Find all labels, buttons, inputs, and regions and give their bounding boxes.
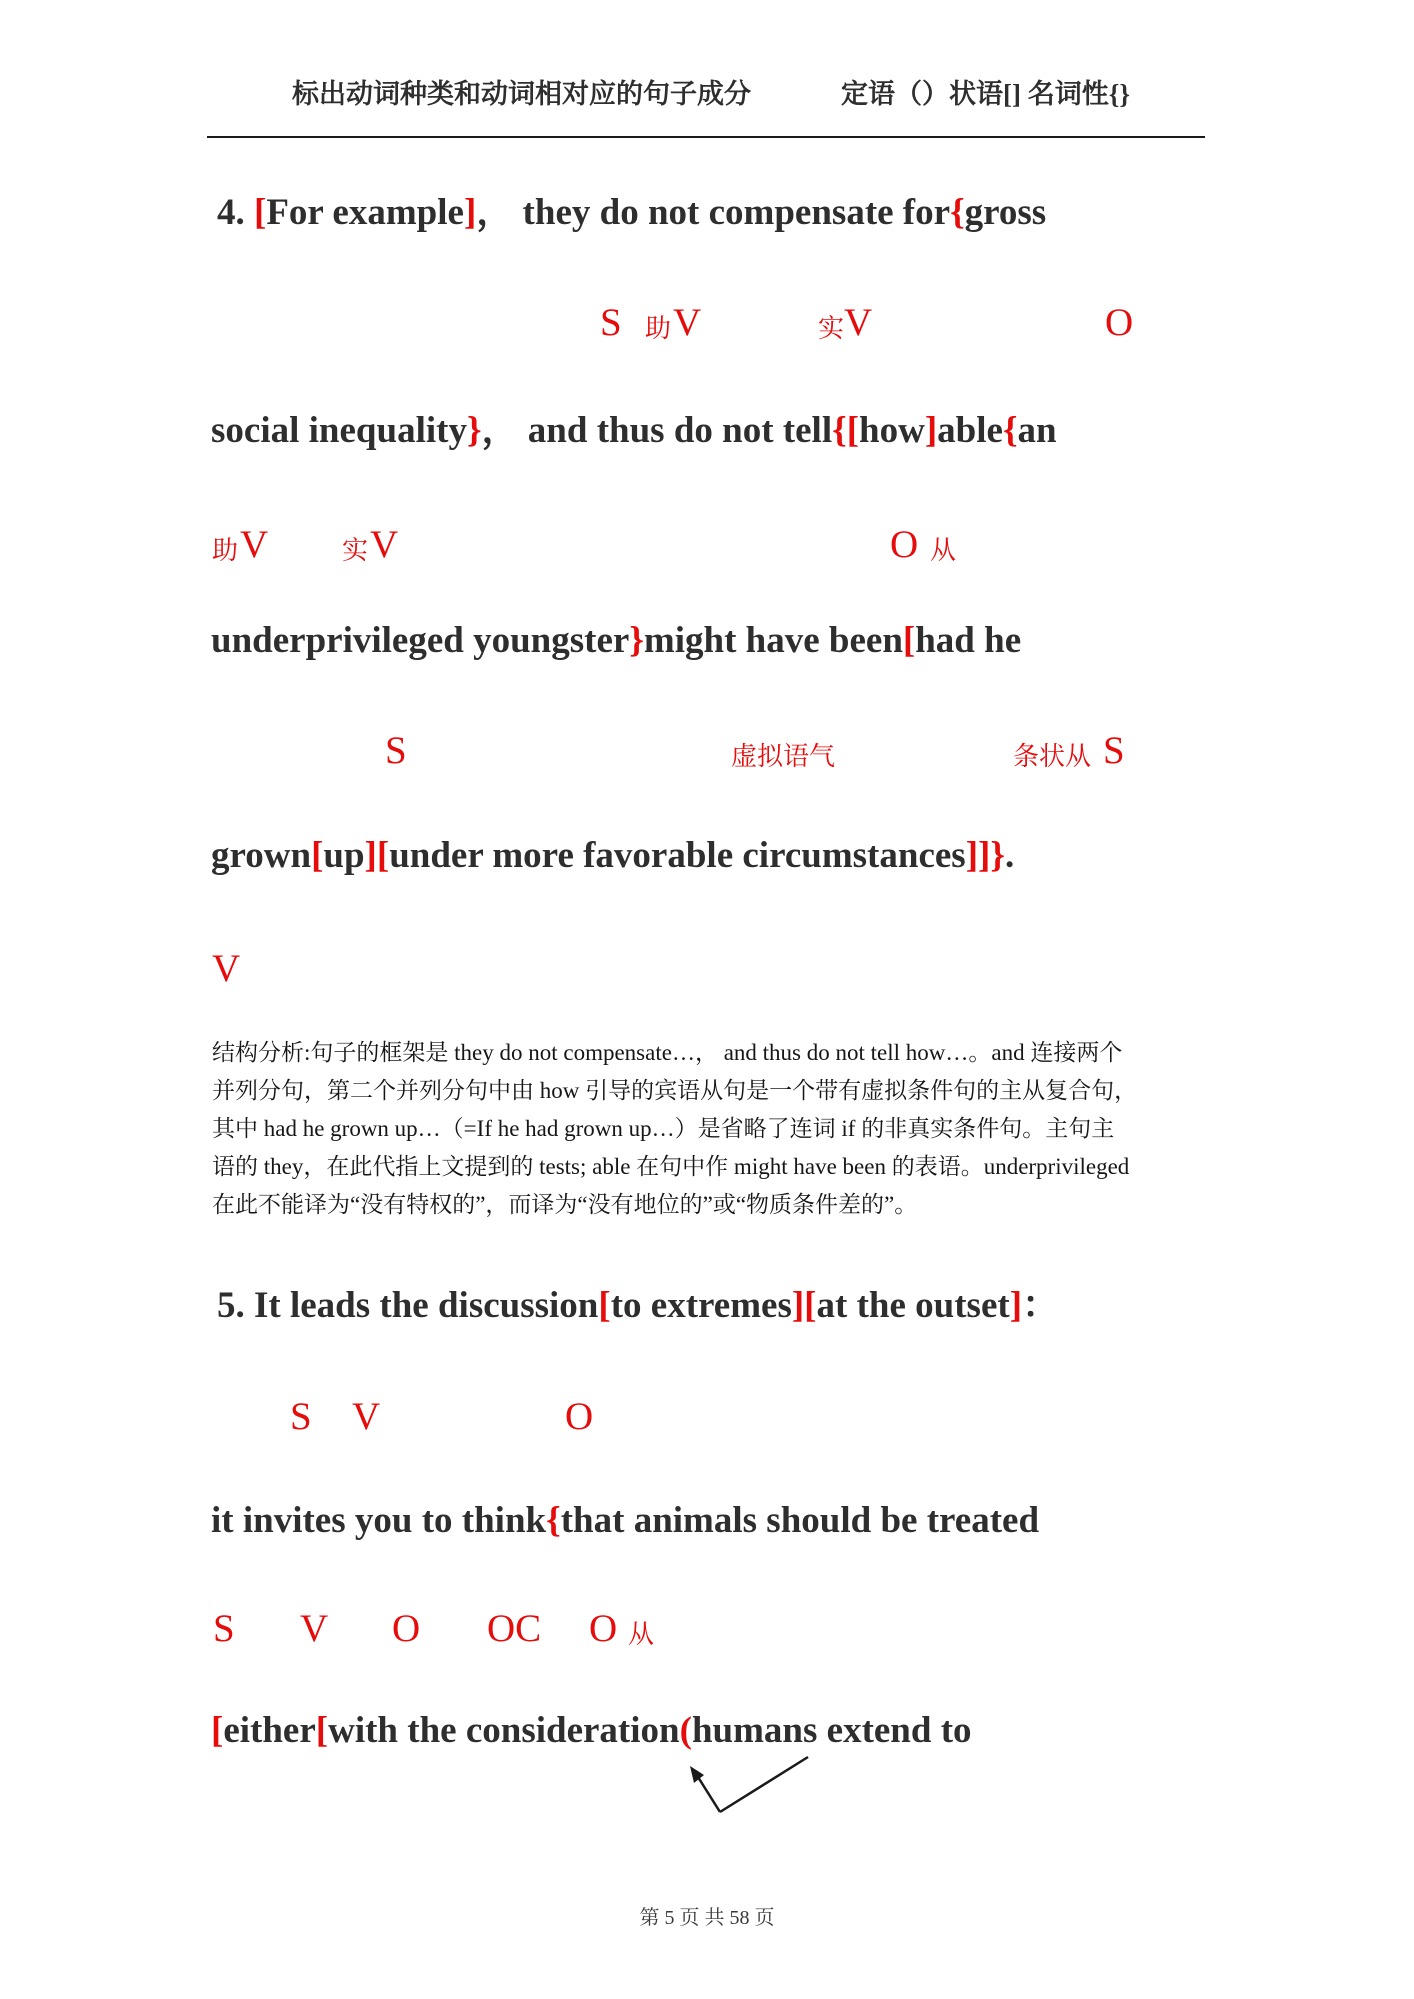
grammar-bracket: ]]} — [965, 835, 1005, 876]
grammar-bracket: [ — [598, 1285, 611, 1326]
analysis-line: 在此不能译为“没有特权的”，而译为“没有地位的”或“物质条件差的”。 — [212, 1192, 918, 1217]
text-segment: that animals should be treated — [560, 1500, 1040, 1541]
analysis-line: 语的 they，在此代指上文提到的 tests; able 在句中作 might have been 的表语。underprivileged — [212, 1154, 1130, 1179]
sentence-5-line-2 — [211, 1498, 1039, 1544]
hand-drawn-arrow — [648, 1748, 828, 1826]
structure-analysis-paragraph — [212, 1034, 1222, 1224]
grammar-tag: V — [844, 301, 873, 344]
grammar-bracket: [ — [254, 192, 267, 233]
text-segment: gross — [964, 192, 1047, 233]
header-instruction: 标出动词种类和动词相对应的句子成分 — [292, 79, 751, 109]
grammar-tag: O — [890, 523, 919, 566]
text-segment: social inequality — [211, 410, 467, 451]
grammar-bracket: [ — [315, 1710, 329, 1751]
text-segment: 5. It leads the discussion — [217, 1285, 599, 1326]
grammar-bracket: ] — [463, 192, 477, 233]
sentence-5-line-3 — [211, 1708, 972, 1754]
text-segment: had he — [915, 620, 1022, 661]
sentence-4-line-3 — [211, 618, 1021, 664]
annotation-row-4-3 — [0, 720, 1414, 772]
grammar-bracket: ][ — [791, 1285, 817, 1326]
grammar-tag: S — [290, 1395, 312, 1438]
page-number-footer: 第 5 页 共 58 页 — [639, 1907, 775, 1929]
text-segment: an — [1017, 410, 1057, 451]
grammar-bracket: } — [466, 410, 482, 451]
grammar-bracket: ( — [679, 1710, 692, 1751]
annotation-row-4-4 — [0, 938, 1414, 990]
sentence-4-line-1 — [217, 190, 1046, 236]
annotation-row-4-1 — [0, 292, 1414, 344]
analysis-line: 其中 had he grown up…（=If he had grown up…）是省略了连词 if 的非真实条件句。主句主 — [212, 1116, 1115, 1141]
text-segment: ： — [1022, 1285, 1060, 1326]
grammar-tag: O — [1105, 301, 1134, 344]
grammar-tag: S — [600, 301, 622, 344]
grammar-bracket: { — [546, 1500, 561, 1541]
text-segment: For example — [266, 192, 464, 233]
text-segment: ， and thus do not tell — [481, 410, 833, 451]
grammar-tag: O — [565, 1395, 594, 1438]
grammar-tag: 从 — [930, 536, 957, 565]
text-segment: might have been — [643, 620, 903, 661]
text-segment: either — [223, 1710, 316, 1751]
analysis-line: 结构分析:句子的框架是 they do not compensate…， and thus do not tell how…。and 连接两个 — [212, 1040, 1123, 1065]
annotation-row-5-2 — [0, 1598, 1414, 1650]
text-segment: it invites you to think — [211, 1500, 547, 1541]
grammar-bracket: } — [629, 620, 644, 661]
grammar-bracket: [ — [211, 1710, 224, 1751]
header-legend: 定语（）状语[] 名词性{} — [841, 79, 1131, 109]
grammar-tag: 助 — [212, 536, 239, 565]
text-segment: ， they do not compensate for — [476, 192, 951, 233]
text-segment: . — [1004, 835, 1015, 876]
grammar-bracket: { — [950, 192, 965, 233]
text-segment: humans extend to — [691, 1710, 972, 1751]
text-segment: underprivileged youngster — [211, 620, 630, 661]
grammar-tag: 实 — [342, 536, 369, 565]
grammar-bracket: { — [1002, 410, 1018, 451]
grammar-bracket: [ — [311, 835, 324, 876]
header-rule — [207, 136, 1205, 138]
sentence-5-line-1 — [217, 1283, 1059, 1329]
grammar-bracket: {[ — [832, 410, 860, 451]
grammar-tag: S — [213, 1607, 235, 1650]
text-segment: able — [937, 410, 1003, 451]
sentence-4-line-4 — [211, 833, 1014, 879]
grammar-bracket: ] — [924, 410, 938, 451]
grammar-tag: 虚拟语气 — [731, 742, 836, 771]
text-segment: under more favorable circumstances — [389, 835, 966, 876]
grammar-tag: V — [673, 301, 702, 344]
text-segment: to extremes — [610, 1285, 792, 1326]
grammar-tag: S — [1103, 729, 1125, 772]
grammar-tag: OC — [487, 1607, 542, 1650]
grammar-tag: 助 — [645, 314, 672, 343]
annotation-row-4-2 — [0, 514, 1414, 566]
grammar-bracket: ] — [1009, 1285, 1023, 1326]
grammar-tag: 实 — [818, 314, 845, 343]
grammar-tag: S — [385, 729, 407, 772]
text-segment: at the outset — [816, 1285, 1010, 1326]
text-segment: grown — [211, 835, 312, 876]
text-segment: with the consideration — [328, 1710, 680, 1751]
grammar-tag: V — [352, 1395, 381, 1438]
grammar-tag: O — [392, 1607, 421, 1650]
grammar-bracket: [ — [902, 620, 916, 661]
grammar-tag: V — [370, 523, 399, 566]
text-segment: up — [323, 835, 365, 876]
grammar-bracket: ][ — [364, 835, 390, 876]
grammar-tag: 条状从 — [1013, 742, 1092, 771]
annotation-row-5-1 — [0, 1386, 1414, 1438]
sentence-4-line-2 — [211, 408, 1057, 454]
grammar-tag: V — [240, 523, 269, 566]
grammar-tag: O — [589, 1607, 618, 1650]
grammar-tag: 从 — [628, 1620, 655, 1649]
text-segment: 4. — [217, 192, 254, 233]
analysis-line: 并列分句，第二个并列分句中由 how 引导的宾语从句是一个带有虚拟条件句的主从复合句， — [212, 1078, 1138, 1103]
text-segment: how — [859, 410, 925, 451]
grammar-tag: V — [300, 1607, 329, 1650]
grammar-tag: V — [212, 947, 241, 990]
